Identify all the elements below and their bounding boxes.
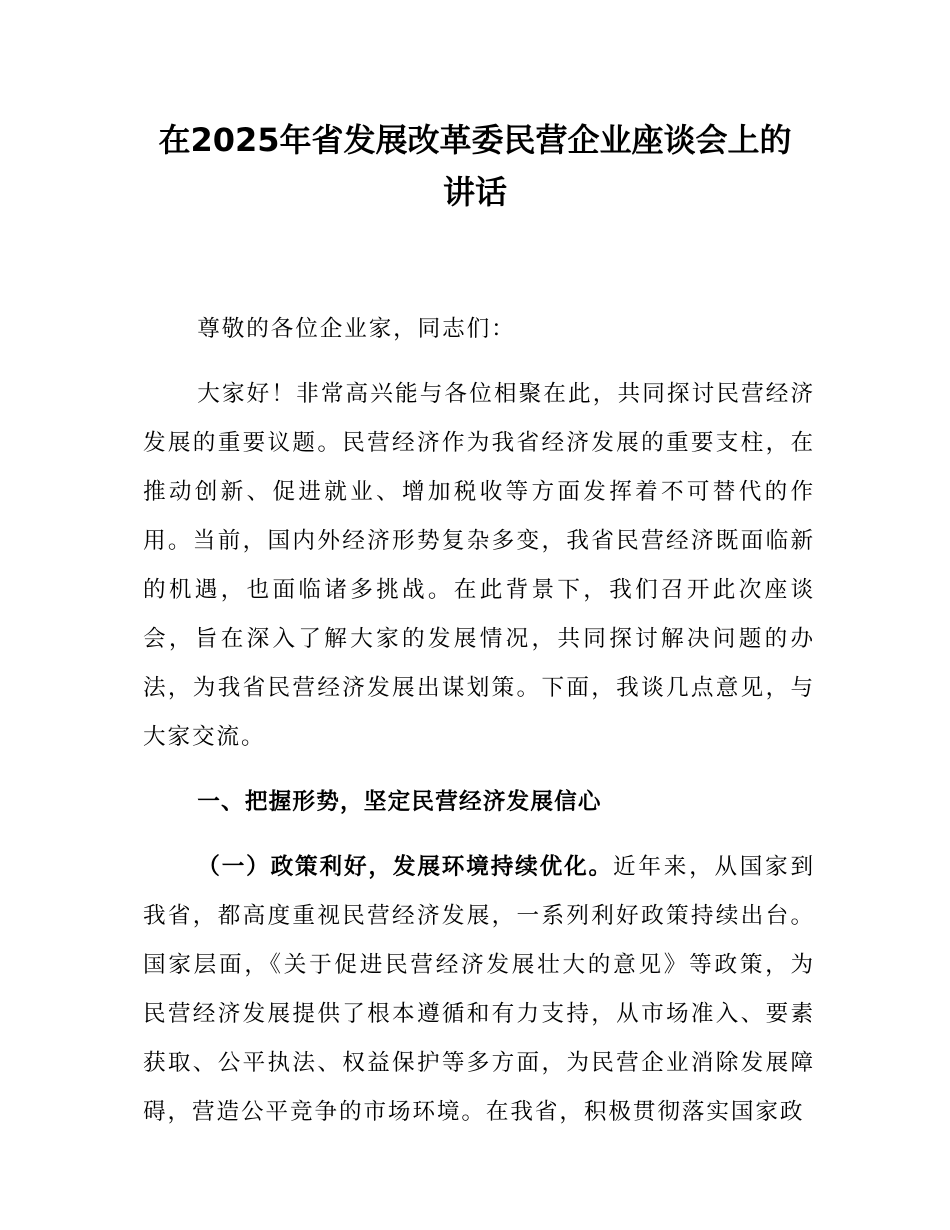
intro-paragraph: 大家好！非常高兴能与各位相聚在此，共同探讨民营经济发展的重要议题。民营经济作为我省经济发展的重要支柱，在推动创新、促进就业、增加税收等方面发挥着不可替代的作用。当前，国内外经济形势复杂多变，我省民营经济既面临新的机遇，也面临诸多挑战。在此背景下，我们召开此次座谈会，旨在深入了解大家的发展情况，共同探讨解决问题的办法，为我省民营经济发展出谋划策。下面，我谈几点意见，与大家交流。 — [143, 381, 815, 750]
section-heading-1: 一、把握形势，坚定民营经济发展信心 — [197, 789, 602, 815]
document-title — [130, 114, 820, 218]
title-line-1: 在2025年省发展改革委民营企业座谈会上的 — [158, 121, 792, 159]
subsection-text-1: 近年来，从国家到我省，都高度重视民营经济发展，一系列利好政策持续出台。国家层面，《关于促进民营经济发展壮大的意见》等政策，为民营经济发展提供了根本遵循和有力支持，从市场准入、要素获取、公平执法、权益保护等多方面，为民营企业消除发展障碍，营造公平竞争的市场环境。在我省，积极贯彻落实国家政 — [143, 854, 816, 1125]
subsection-paragraph-1 — [143, 843, 815, 1137]
document-body — [143, 305, 815, 1137]
subsection-heading-1: （一）政策利好，发展环境持续优化。 — [197, 854, 614, 880]
salutation: 尊敬的各位企业家，同志们： — [197, 316, 516, 342]
title-line-2: 讲话 — [442, 173, 507, 211]
